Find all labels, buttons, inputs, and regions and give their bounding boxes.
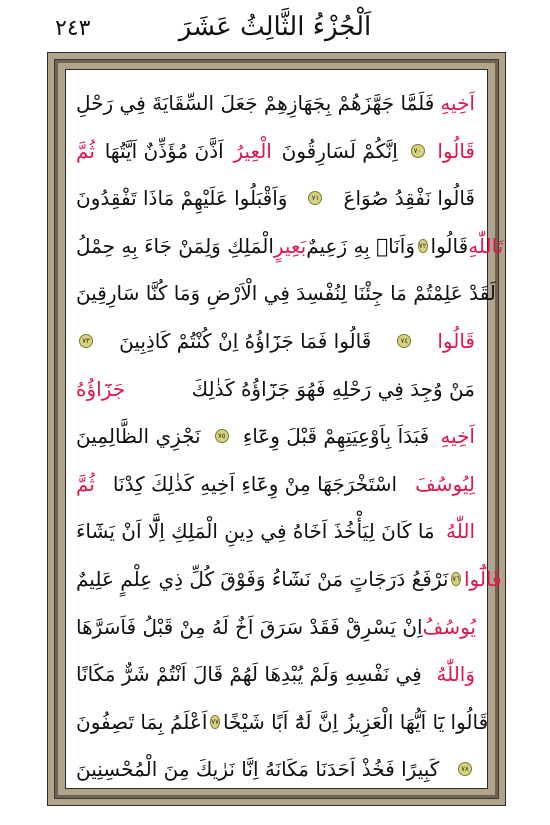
verse-text: اَذَّنَ مُؤَذِّنٌ اَيَّتُهَا bbox=[104, 138, 224, 163]
verse-line bbox=[76, 314, 475, 368]
page-header bbox=[55, 10, 495, 50]
verse-text: فِي نَفْسِهِ وَلَمْ يُبْدِهَا لَهُمْ قَالَ اَنْتُمْ شَرٌّ مَكَانًا bbox=[76, 662, 422, 687]
verse-text: قَالُوا نَفْقِدُ صُوَاعَ bbox=[343, 186, 475, 211]
verse-line bbox=[76, 647, 475, 701]
highlighted-word: ثُمَّ bbox=[76, 471, 95, 496]
verse-end-marker: ٧١ bbox=[308, 191, 322, 205]
verse-text: فَلَمَّا جَهَّزَهُمْ بِجَهَازِهِمْ جَعَلَ السِّقَايَةَ فِي رَحْلِ bbox=[76, 91, 435, 115]
verse-end-marker: ٧٢ bbox=[418, 239, 428, 253]
verse-line bbox=[76, 76, 475, 130]
verse-line bbox=[76, 124, 475, 178]
highlighted-word: يُوسُفُ bbox=[422, 614, 476, 639]
verse-end-marker: ٧٥ bbox=[215, 429, 229, 443]
verse-text: نَرْفَعُ دَرَجَاتٍ مَنْ نَشَٓاءُ وَفَوْقَ كُلِّ ذِي عِلْمٍ عَلِيمٌ bbox=[76, 567, 449, 591]
verse-end-marker: ٧٣ bbox=[79, 334, 93, 348]
highlighted-word: اَخِيهِ bbox=[440, 91, 475, 115]
verse-text: اَعْلَمُ بِمَا تَصِفُونَ bbox=[76, 709, 208, 734]
highlighted-word: ثُمَّ bbox=[76, 138, 95, 163]
highlighted-word: بَعِيرٍ bbox=[273, 233, 307, 258]
highlighted-word: الْعِيرُ bbox=[233, 138, 272, 163]
verse-line bbox=[76, 362, 475, 416]
verse-line bbox=[76, 695, 489, 749]
verse-text: كَبِيرًا فَخُذْ اَحَدَنَا مَكَانَهُ اِنَّا نَرٰيكَ مِنَ الْمُحْسِنِينَ bbox=[76, 757, 440, 782]
verse-text: اِنْ يَسْرِقْ فَقَدْ سَرَقَ اَخٌ لَهُ مِنْ قَبْلُ فَاَسَرَّهَا bbox=[76, 614, 423, 639]
verse-line bbox=[76, 266, 496, 320]
juz-title: اَلْجُزْءُ الثَّالِثُ عَشَرَ bbox=[178, 12, 372, 42]
verse-text: لَقَدْ عَلِمْتُمْ مَا جِئْنَا لِنُفْسِدَ فِي الْاَرْضِ وَمَا كُنَّا سَارِقِينَ bbox=[76, 281, 496, 306]
highlighted-word: وَاللّٰهُ bbox=[436, 662, 475, 687]
verse-text: الْمَلِكِ وَلِمَنْ جَاءَ بِهِ حِمْلُ bbox=[76, 233, 274, 258]
verse-text: مَا كَانَ لِيَأْخُذَ اَخَاهُ فِي دِينِ الْمَلِكِ اِلَّٓا اَنْ يَشَٓاءَ bbox=[76, 519, 435, 544]
highlighted-word: قَالُٓوا bbox=[463, 567, 502, 591]
highlighted-word: قَالُوا bbox=[437, 329, 475, 353]
verse-end-marker: ٧٦ bbox=[451, 572, 461, 586]
verse-text: وَاَقْبَلُوا عَلَيْهِمْ مَاذَا تَفْقِدُونَ bbox=[76, 186, 288, 211]
verse-text: مَنْ وُجِدَ فِي رَحْلِهِ فَهُوَ جَزَٓاؤُهُ كَذٰلِكَ bbox=[191, 376, 475, 401]
verse-line bbox=[76, 219, 504, 273]
verse-line bbox=[76, 504, 475, 558]
highlighted-word: قَالُوا bbox=[437, 138, 475, 163]
verse-end-marker: ٧٧ bbox=[210, 715, 220, 729]
verse-line bbox=[76, 457, 475, 511]
verse-text: اسْتَخْرَجَهَا مِنْ وِعَٓاءِ اَخِيهِ كَذٰلِكَ كِدْنَا bbox=[112, 471, 398, 496]
highlighted-word: اَخِيهِ bbox=[440, 424, 475, 449]
verse-text: قَالُوا يَٓا اَيُّهَا الْعَزِيزُ اِنَّ لَهُٓ اَبًا شَيْخًا bbox=[222, 709, 489, 734]
verse-end-marker: ٧٠ bbox=[411, 144, 425, 158]
verse-line bbox=[76, 742, 475, 796]
highlighted-word: اللّٰهُ bbox=[446, 519, 475, 544]
quran-text-area bbox=[65, 69, 504, 789]
verse-line bbox=[76, 409, 475, 463]
verse-text: قَالُوا فَمَا جَزَٓاؤُهُ اِنْ كُنْتُمْ كَاذِبِينَ bbox=[119, 329, 372, 353]
highlighted-word: لِيُوسُفَ bbox=[415, 471, 475, 496]
verse-text: وَاَنَا۬ بِهِ زَعِيمٌ bbox=[306, 233, 416, 258]
verse-text: قَالُوا bbox=[430, 233, 469, 258]
verse-text: فَبَدَاَ بِاَوْعِيَتِهِمْ قَبْلَ وِعَٓاءِ bbox=[242, 424, 430, 449]
verse-text: نَجْزِي الظَّالِمِينَ bbox=[76, 424, 201, 449]
highlighted-word: جَزَٓاؤُهُ bbox=[76, 376, 126, 401]
verse-text: اِنَّكُمْ لَسَارِقُونَ bbox=[281, 138, 398, 163]
highlighted-word: تَاللّٰهِ bbox=[468, 233, 504, 258]
verse-end-marker: ٧٨ bbox=[458, 762, 472, 776]
page-number: ٢٤٣ bbox=[55, 16, 91, 41]
verse-line bbox=[76, 552, 502, 606]
verse-end-marker: ٧٤ bbox=[397, 334, 411, 348]
verse-line bbox=[76, 600, 475, 654]
verse-line bbox=[76, 171, 475, 225]
